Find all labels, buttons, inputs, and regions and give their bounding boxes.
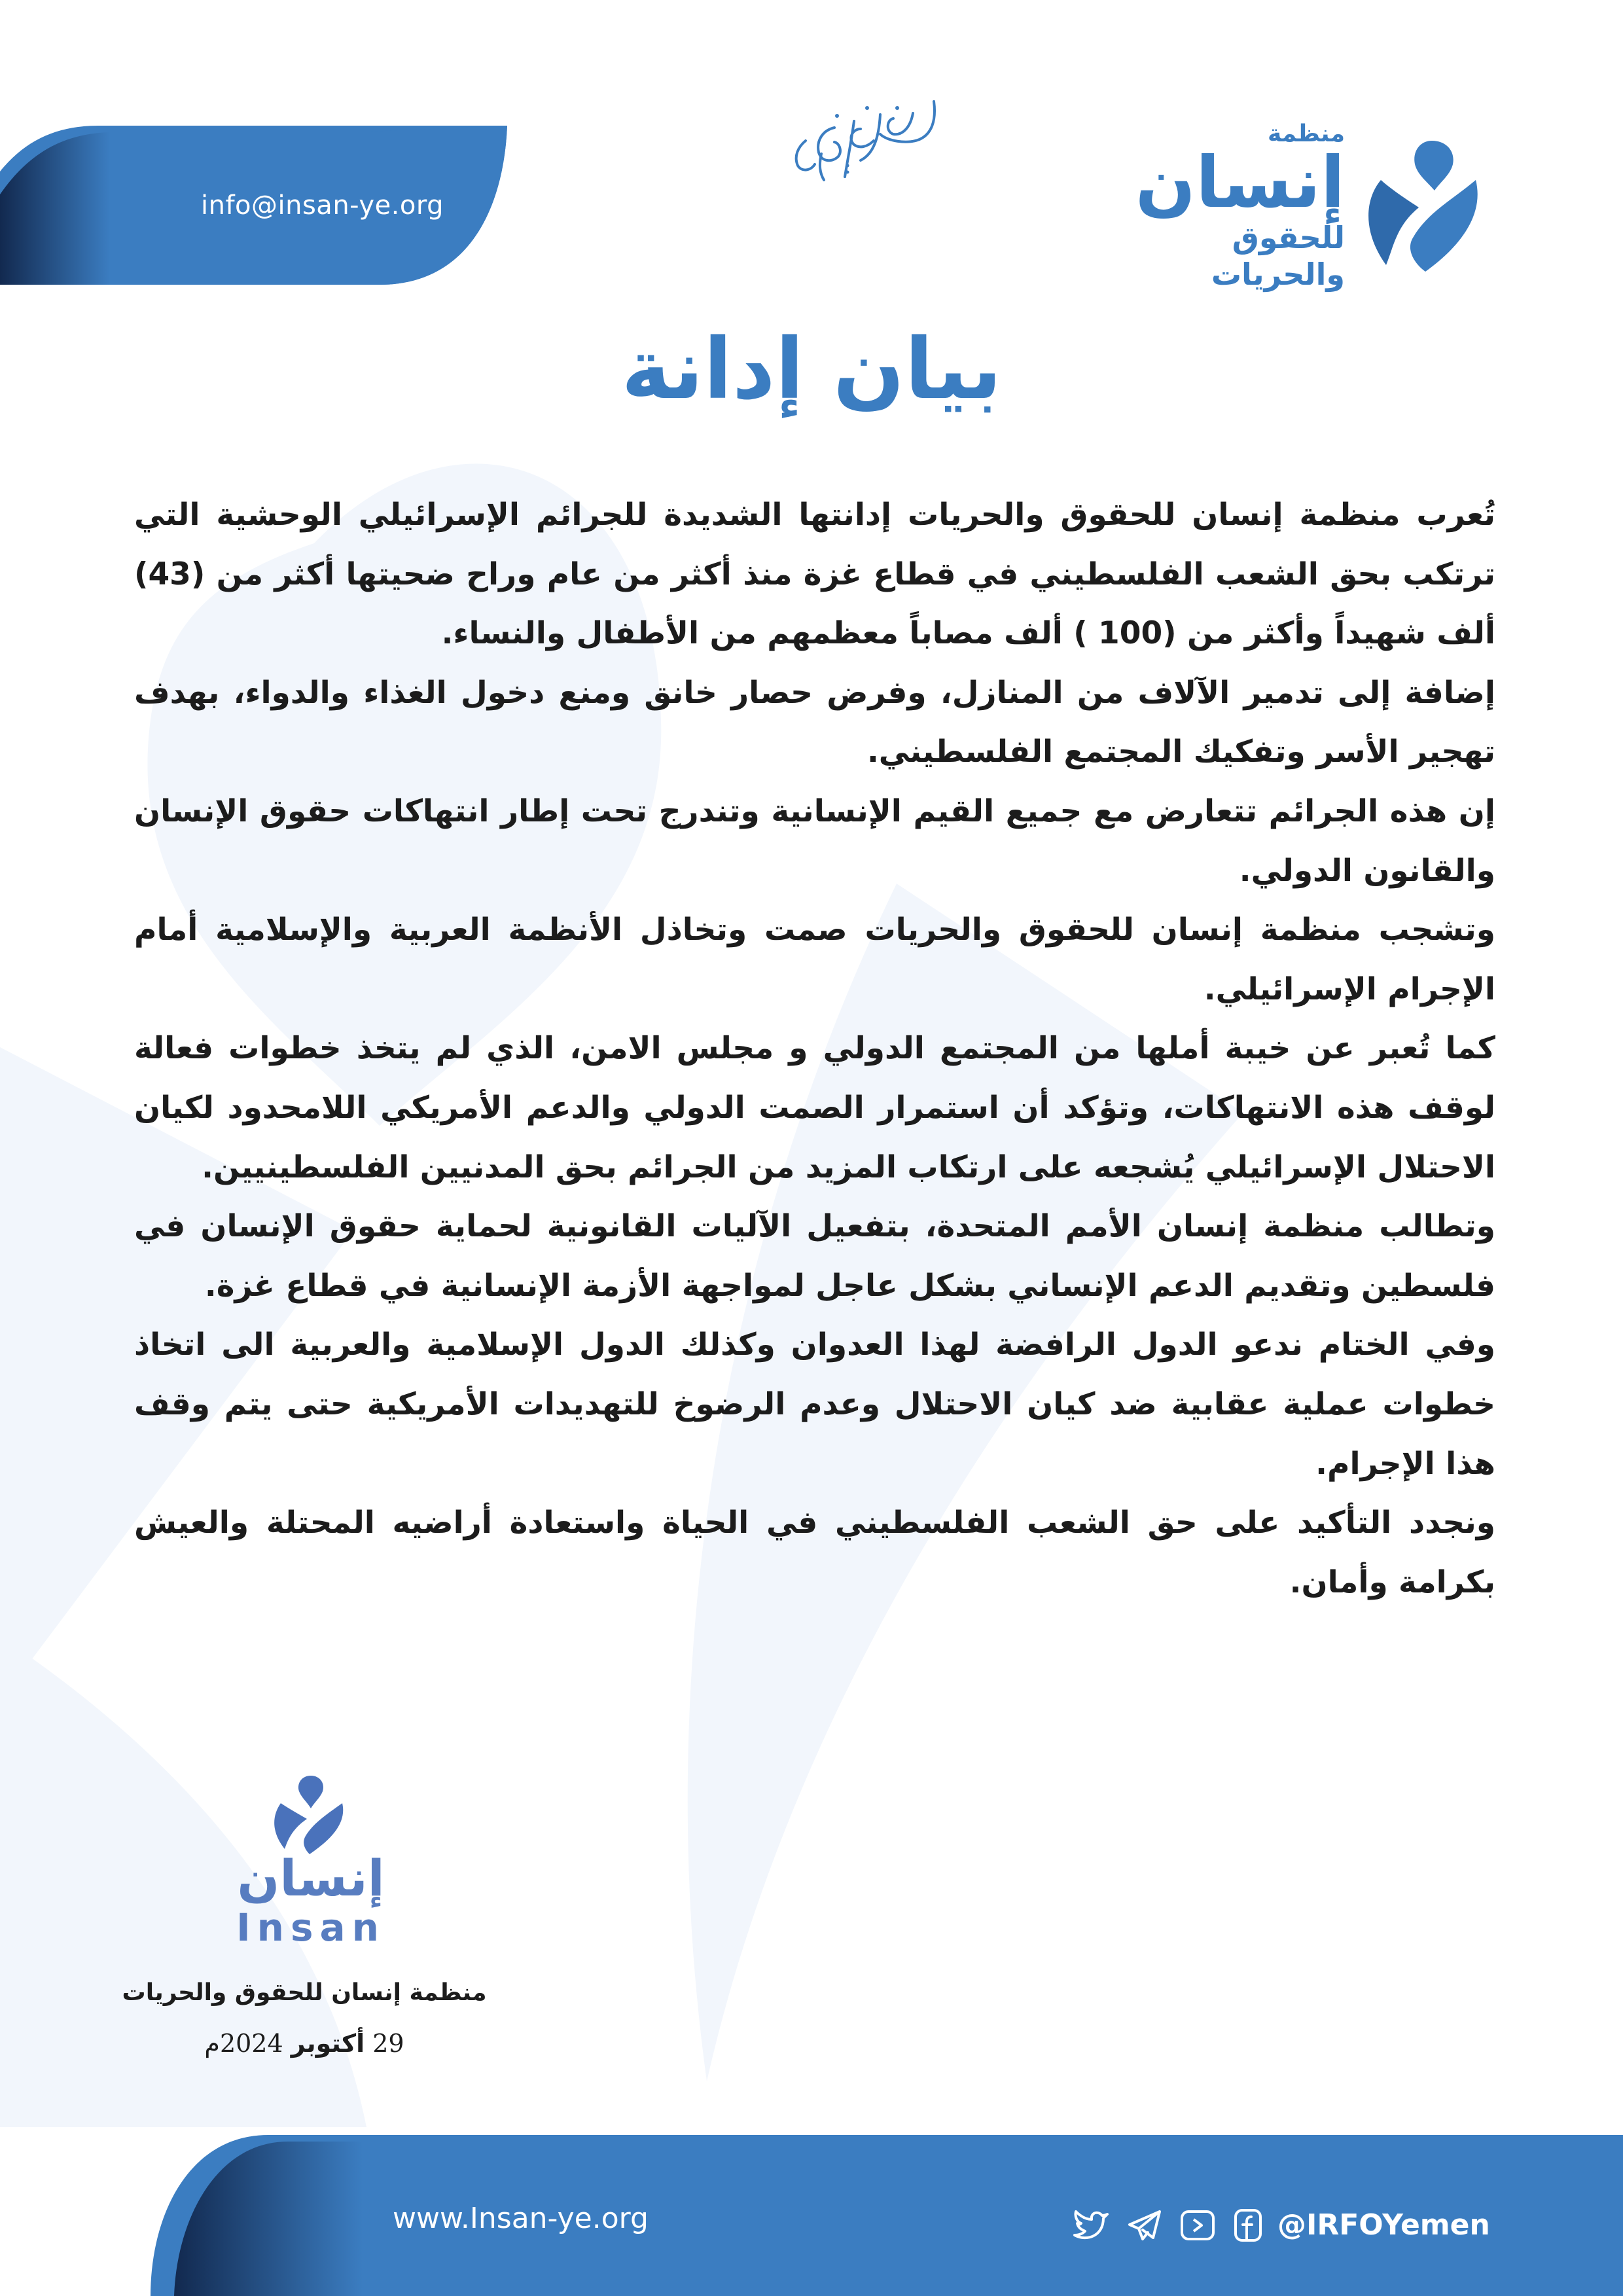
paragraph: كما تُعبر عن خيبة أملها من المجتمع الدولي و مجلس الامن، الذي لم يتخذ خطوات فعالة لوقف هذه الانتهاكات، وتؤكد أن استمرار الصمت الدولي والدعم الأمريكي اللامحدود لكيان الاحتلال الإسرائيلي يُشجعه على ارتكاب المزيد من الجرائم بحق المدنيين الفلسطينيين. <box>134 1030 1495 1185</box>
signature-logo-english: Insan <box>236 1905 385 1950</box>
contact-email[interactable]: info@insan-ye.org <box>200 190 444 221</box>
date-year: 2024م <box>204 2029 283 2058</box>
paragraph: وتطالب منظمة إنسان الأمم المتحدة، بتفعيل الآليات القانونية لحماية حقوق الإنسان في فلسطين وتقديم الدعم الإنساني بشكل عاجل لمواجهة الأزمة الإنسانية في قطاع غزة. <box>134 1208 1495 1304</box>
facebook-icon[interactable] <box>1233 2208 1263 2243</box>
paragraph: إن هذه الجرائم تتعارض مع جميع القيم الإنسانية وتندرج تحت إطار انتهاكات حقوق الإنسان والقانون الدولي. <box>134 793 1495 889</box>
paragraph: وفي الختام ندعو الدول الرافضة لهذا العدوان وكذلك الدول الإسلامية والعربية الى اتخاذ خطوات عملية عقابية ضد كيان الاحتلال وعدم الرضوخ للتهديدات الأمريكية حتى يتم وقف هذا الإجرام. <box>134 1327 1495 1482</box>
logo-line-organization: منظمة <box>1267 120 1345 147</box>
organization-logo <box>1106 120 1486 292</box>
page-title: بيان إدانة <box>621 321 1002 418</box>
signature-logo-arabic: إنسان <box>237 1849 385 1907</box>
signature-organization: منظمة إنسان للحقوق والحريات <box>122 1979 487 2006</box>
signature-date <box>98 2027 510 2060</box>
insan-person-icon <box>1355 134 1486 272</box>
paragraph: وتشجب منظمة إنسان للحقوق والحريات صمت وتخاذل الأنظمة العربية والإسلامية أمام الإجرام الإسرائيلي. <box>134 912 1495 1007</box>
paragraph: تُعرب منظمة إنسان للحقوق والحريات إدانتها الشديدة للجرائم الإسرائيلي الوحشية التي ترتكب بحق الشعب الفلسطيني في قطاع غزة منذ أكثر من عام وراح ضحيتها أكثر من (43) ألف شهيداً وأكثر من (100 ) ألف مصاباً معظمهم من الأطفال والنساء. <box>134 497 1495 652</box>
logo-line-rights: للحقوق والحريات <box>1211 220 1345 292</box>
basmala-calligraphy <box>782 88 946 187</box>
date-day: 29 <box>372 2029 404 2058</box>
social-links <box>1073 2202 1490 2248</box>
logo-wordmark <box>1109 121 1345 293</box>
paragraph: ونجدد التأكيد على حق الشعب الفلسطيني في الحياة واستعادة أراضيه المحتلة والعيش بكرامة وأمان. <box>134 1505 1495 1600</box>
logo-line-insan: إنسان <box>1135 142 1345 224</box>
social-handle[interactable]: @IRFOYemen <box>1277 2208 1490 2242</box>
signature-logo-icon <box>232 1770 389 1950</box>
youtube-icon[interactable] <box>1179 2209 1216 2242</box>
telegram-icon[interactable] <box>1127 2209 1162 2242</box>
twitter-icon[interactable] <box>1073 2209 1110 2242</box>
paragraph: إضافة إلى تدمير الآلاف من المنازل، وفرض حصار خانق ومنع دخول الغذاء والدواء، بهدف تهجير الأسر وتفكيك المجتمع الفلسطيني. <box>134 674 1495 770</box>
statement-body <box>134 486 1495 1612</box>
website-link[interactable]: www.Insan-ye.org <box>393 2202 649 2235</box>
date-month: أكتوبر <box>291 2029 365 2058</box>
